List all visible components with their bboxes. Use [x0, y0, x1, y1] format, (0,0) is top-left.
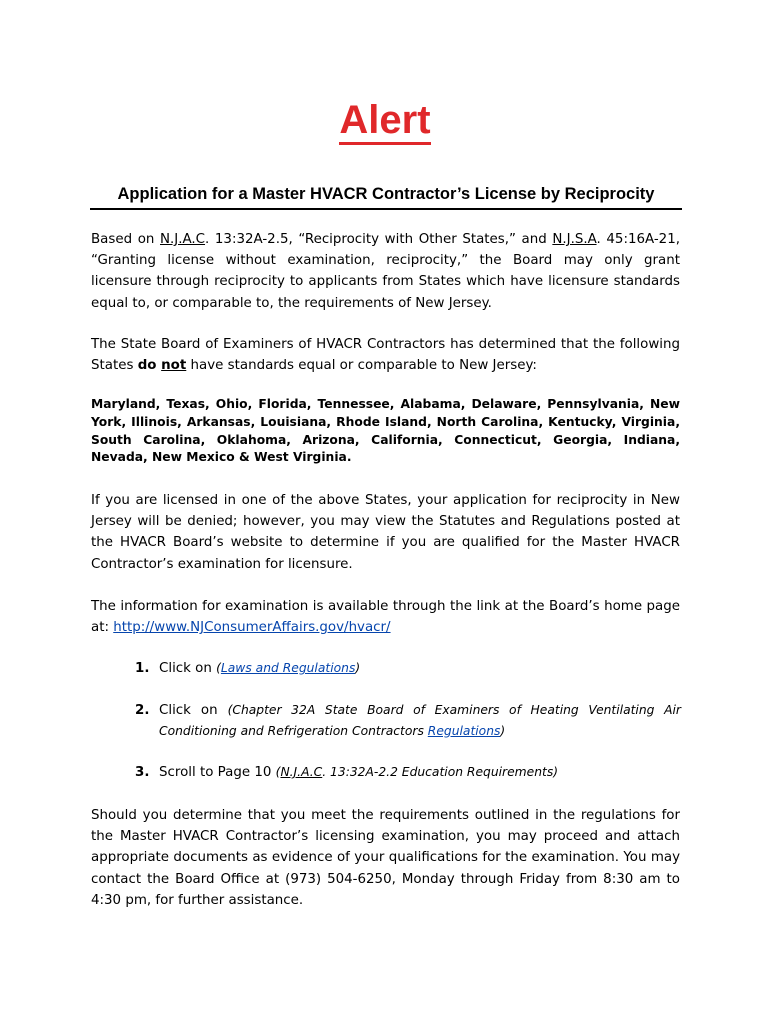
njac-ref: N.J.A.C	[280, 765, 323, 779]
states-list: Maryland, Texas, Ohio, Florida, Tennessee, Alabama, Delaware, Pennsylvania, New York, Illinois, Arkansas, Louisiana, Rhode Island, North Carolina, Kentucky, Virginia, South Carolina, Oklahoma, Arizona, California, Connecticut, Georgia, Indiana, Nevada, New Mexico & West Virginia.	[91, 397, 680, 465]
not-emphasis: not	[161, 358, 187, 374]
paragraph-determination	[91, 334, 680, 376]
text: The information for examination is available through the link at the Board’s home page at:	[91, 599, 680, 636]
text: Click on	[159, 703, 228, 718]
paragraph-examination-info	[91, 596, 680, 638]
alert-heading	[0, 96, 770, 145]
text: . 13:32A-2.5, “Reciprocity with Other States,” and	[205, 232, 553, 247]
paragraph-denial: If you are licensed in one of the above States, your application for reciprocity in New Jersey will be denied; however, you may view the Statutes and Regulations posted at the HVACR Board’s website to determine if you are qualified for the Master HVACR Contractor’s examination for licensure.	[91, 493, 680, 572]
list-item	[135, 658, 681, 679]
text: (Chapter 32A State Board of Examiners of Heating Ventilating Air Conditioning and Refrigeration Contractors	[159, 703, 681, 738]
regulations-link[interactable]: Regulations	[427, 724, 501, 738]
page-title: Application for a Master HVACR Contractor’s License by Reciprocity	[90, 182, 682, 210]
laws-regulations-link[interactable]: Laws and Regulations	[220, 661, 356, 675]
step-number: 3.	[135, 765, 150, 780]
text: The State Board of Examiners of HVACR Contractors has determined that the following States	[91, 337, 680, 374]
text: (	[275, 765, 281, 779]
text: Click on	[159, 661, 217, 676]
text: )	[500, 724, 506, 738]
step-number: 2.	[135, 703, 150, 718]
text: Based on	[91, 232, 161, 247]
text: have standards equal or comparable to New Jersey:	[186, 358, 537, 374]
do-emphasis: do	[137, 358, 162, 374]
paragraph-contact: Should you determine that you meet the requirements outlined in the regulations for the Master HVACR Contractor’s licensing examination, you may proceed and attach appropriate documents as evidence of your qualifications for the examination. You may contact the Board Office at (973) 504-6250, Monday through Friday from 8:30 am to 4:30 pm, for further assistance.	[91, 808, 680, 908]
list-item	[135, 762, 681, 783]
text: Scroll to Page 10	[159, 765, 276, 780]
list-item	[135, 700, 681, 742]
step-number: 1.	[135, 661, 150, 676]
njac-ref: N.J.A.C	[160, 232, 206, 247]
alert-title: Alert	[339, 98, 430, 145]
text: )	[355, 661, 361, 675]
text: (	[216, 661, 221, 675]
hvacr-home-link[interactable]: http://www.NJConsumerAffairs.gov/hvacr/	[113, 620, 391, 636]
njsa-ref: N.J.S.A	[552, 232, 597, 247]
paragraph-reciprocity	[91, 229, 680, 314]
text: . 13:32A-2.2 Education Requirements)	[322, 765, 559, 779]
text: . 45:16A-21, “Granting license without examination, reciprocity,” the Board may only grant licensure through reciprocity to applicants from States which have licensure standards equal to, or comparable to, the requirements of New Jersey.	[91, 232, 680, 311]
